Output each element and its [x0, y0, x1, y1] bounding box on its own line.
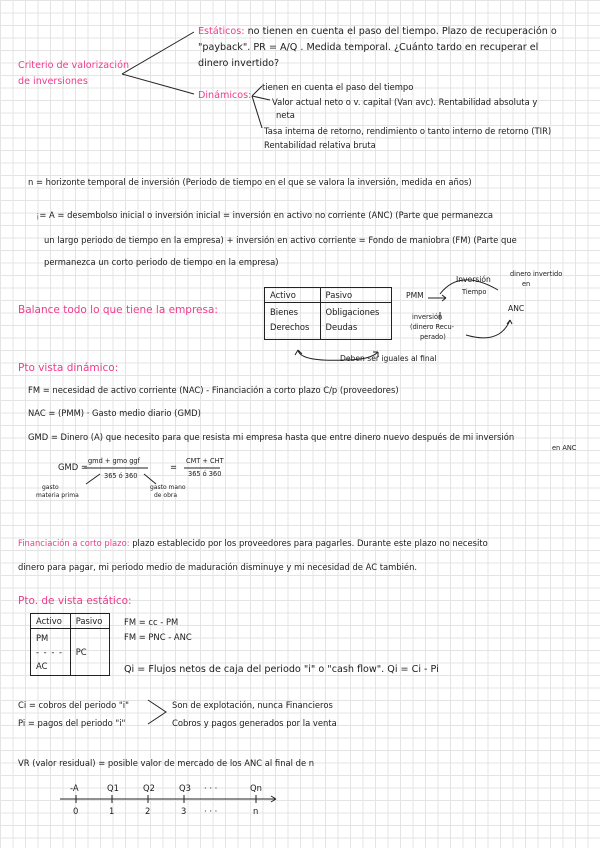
pi-definition: Pi = pagos del periodo "i"	[18, 718, 126, 728]
title-line-2: de inversiones	[18, 76, 88, 87]
timeline-bottom-n: n	[253, 806, 259, 816]
a-definition-line-1	[36, 210, 493, 220]
a-definition-line-2: un largo periodo de tiempo en la empresa) + inversión en activo corriente = Fondo de maniobra (FM) (Parte que	[44, 235, 517, 245]
dynamic-view-heading: Pto vista dinámico:	[18, 362, 119, 374]
short-finance-label: Financiación a corto plazo:	[18, 538, 130, 548]
static-view-table	[30, 613, 110, 676]
cycle-tiempo: Tiempo	[462, 288, 487, 296]
timeline-top-3: Q3	[179, 783, 191, 793]
sv-divider: - - - -	[36, 647, 64, 657]
dynamic-label: Dinámicos:	[198, 90, 252, 101]
formula-lhs: GMD =	[58, 462, 88, 472]
timeline-top-n: Qn	[250, 783, 262, 793]
dynamic-line-2: Valor actual neto o v. capital (Van avc). Rentabilidad absoluta y	[272, 97, 538, 107]
sv-ac: AC	[36, 661, 48, 671]
formula-denominator-2: 365 ó 360	[188, 470, 222, 478]
formula-denominator: 365 ó 360	[104, 472, 138, 480]
balance-obligaciones: Obligaciones	[325, 307, 380, 317]
timeline-bottom-2: 2	[145, 806, 151, 816]
formula-numerator: gmd + gmo ggf	[88, 457, 140, 465]
dynamic-line-1: tienen en cuenta el paso del tiempo	[262, 82, 414, 92]
static-line-3: dinero invertido?	[198, 58, 280, 69]
cycle-pmm: PMM	[406, 291, 424, 300]
static-line-2: "payback". PR = A/Q . Medida temporal. ¿Cuánto tardo en recuperar el	[198, 42, 539, 53]
balance-table	[264, 287, 392, 340]
balance-note: Deben ser iguales al final	[340, 354, 437, 363]
sv-col-pasivo: Pasivo	[70, 614, 109, 629]
short-finance-line-1	[18, 538, 488, 548]
formula-numerator-2: CMT + CHT	[186, 457, 224, 465]
cycle-inversion-top: Inversión	[456, 275, 491, 284]
short-finance-text-1: plazo establecido por los proveedores para pagarles. Durante este plazo no necesito	[132, 538, 488, 548]
fm-line: FM = necesidad de activo corriente (NAC) - Financiación a corto plazo C/p (proveedores)	[28, 385, 399, 395]
formula-note-1a: gasto	[42, 484, 59, 491]
cycle-anc: ANC	[508, 304, 525, 313]
sv-col-activo: Activo	[31, 614, 71, 629]
sv-fm-1: FM = cc - PM	[124, 617, 179, 627]
short-finance-line-2: dinero para pagar, mi periodo medio de maduración disminuye y mi necesidad de AC también.	[18, 562, 418, 572]
balance-col-pasivo: Pasivo	[320, 288, 391, 303]
cycle-dinero-2: en	[522, 280, 531, 288]
formula-note-1b: materia prima	[36, 492, 79, 499]
residual-value-line: VR (valor residual) = posible valor de mercado de los ANC al final de n	[18, 758, 315, 768]
static-view-heading: Pto. de vista estático:	[18, 595, 132, 607]
dynamic-line-4: Tasa interna de retorno, rendimiento o tanto interno de retorno (TIR)	[264, 126, 552, 136]
a-prefix: ¡	[36, 210, 40, 220]
timeline-bottom-dots: · · ·	[204, 806, 218, 816]
ci-pi-remark-1: Son de explotación, nunca Financieros	[172, 700, 333, 710]
balance-col-activo: Activo	[265, 288, 321, 303]
static-criteria	[198, 26, 557, 38]
timeline-top-dots: · · ·	[204, 783, 218, 793]
cycle-dinero-1: dinero invertido	[510, 270, 563, 278]
balance-deudas: Deudas	[325, 322, 358, 332]
title-line-1: Criterio de valorización	[18, 60, 130, 71]
qi-line: Qi = Flujos netos de caja del periodo "i" o "cash flow". Qi = Ci - Pi	[124, 664, 439, 675]
a-definition-line-3: permanezca un corto periodo de tiempo en la empresa)	[44, 257, 279, 267]
balance-heading: Balance todo lo que tiene la empresa:	[18, 304, 218, 316]
static-label: Estáticos:	[198, 26, 245, 37]
timeline-top-1: Q1	[107, 783, 119, 793]
cycle-inversion-left-2: (dinero Recu-	[410, 323, 455, 331]
ci-definition: Ci = cobros del periodo "i"	[18, 700, 129, 710]
formula-note-2a: gasto mano	[150, 484, 186, 491]
timeline-top-0: -A	[70, 783, 79, 793]
timeline-bottom-1: 1	[109, 806, 115, 816]
gmd-tail: en ANC	[552, 444, 577, 452]
cycle-inversion-left-1: inversión	[412, 313, 443, 321]
sv-pm: PM	[36, 633, 49, 643]
static-line-1: no tienen en cuenta el paso del tiempo. Plazo de recuperación o	[247, 26, 557, 37]
balance-derechos: Derechos	[270, 322, 310, 332]
formula-equals: =	[170, 462, 178, 472]
formula-note-2b: de obra	[154, 492, 178, 499]
balance-bienes: Bienes	[270, 307, 299, 317]
gmd-line: GMD = Dinero (A) que necesito para que resista mi empresa hasta que entre dinero nuevo después de mi inversión	[28, 432, 515, 442]
timeline-bottom-3: 3	[181, 806, 187, 816]
n-definition: n = horizonte temporal de inversión (Periodo de tiempo en el que se valora la inversión, medida en años)	[28, 177, 472, 187]
timeline-top-2: Q2	[143, 783, 155, 793]
nac-line: NAC = (PMM) · Gasto medio diario (GMD)	[28, 408, 201, 418]
sv-fm-2: FM = PNC - ANC	[124, 632, 192, 642]
timeline-bottom-0: 0	[73, 806, 79, 816]
cycle-inversion-left-3: perado)	[420, 333, 446, 341]
dynamic-line-5: Rentabilidad relativa bruta	[264, 140, 376, 150]
a-line-1-text: = A = desembolso inicial o inversión inicial = inversión en activo no corriente (ANC) (Parte que permanezca	[39, 210, 494, 220]
sv-pc: PC	[75, 647, 87, 657]
ci-pi-remark-2: Cobros y pagos generados por la venta	[172, 718, 337, 728]
dynamic-line-3: neta	[276, 110, 295, 120]
